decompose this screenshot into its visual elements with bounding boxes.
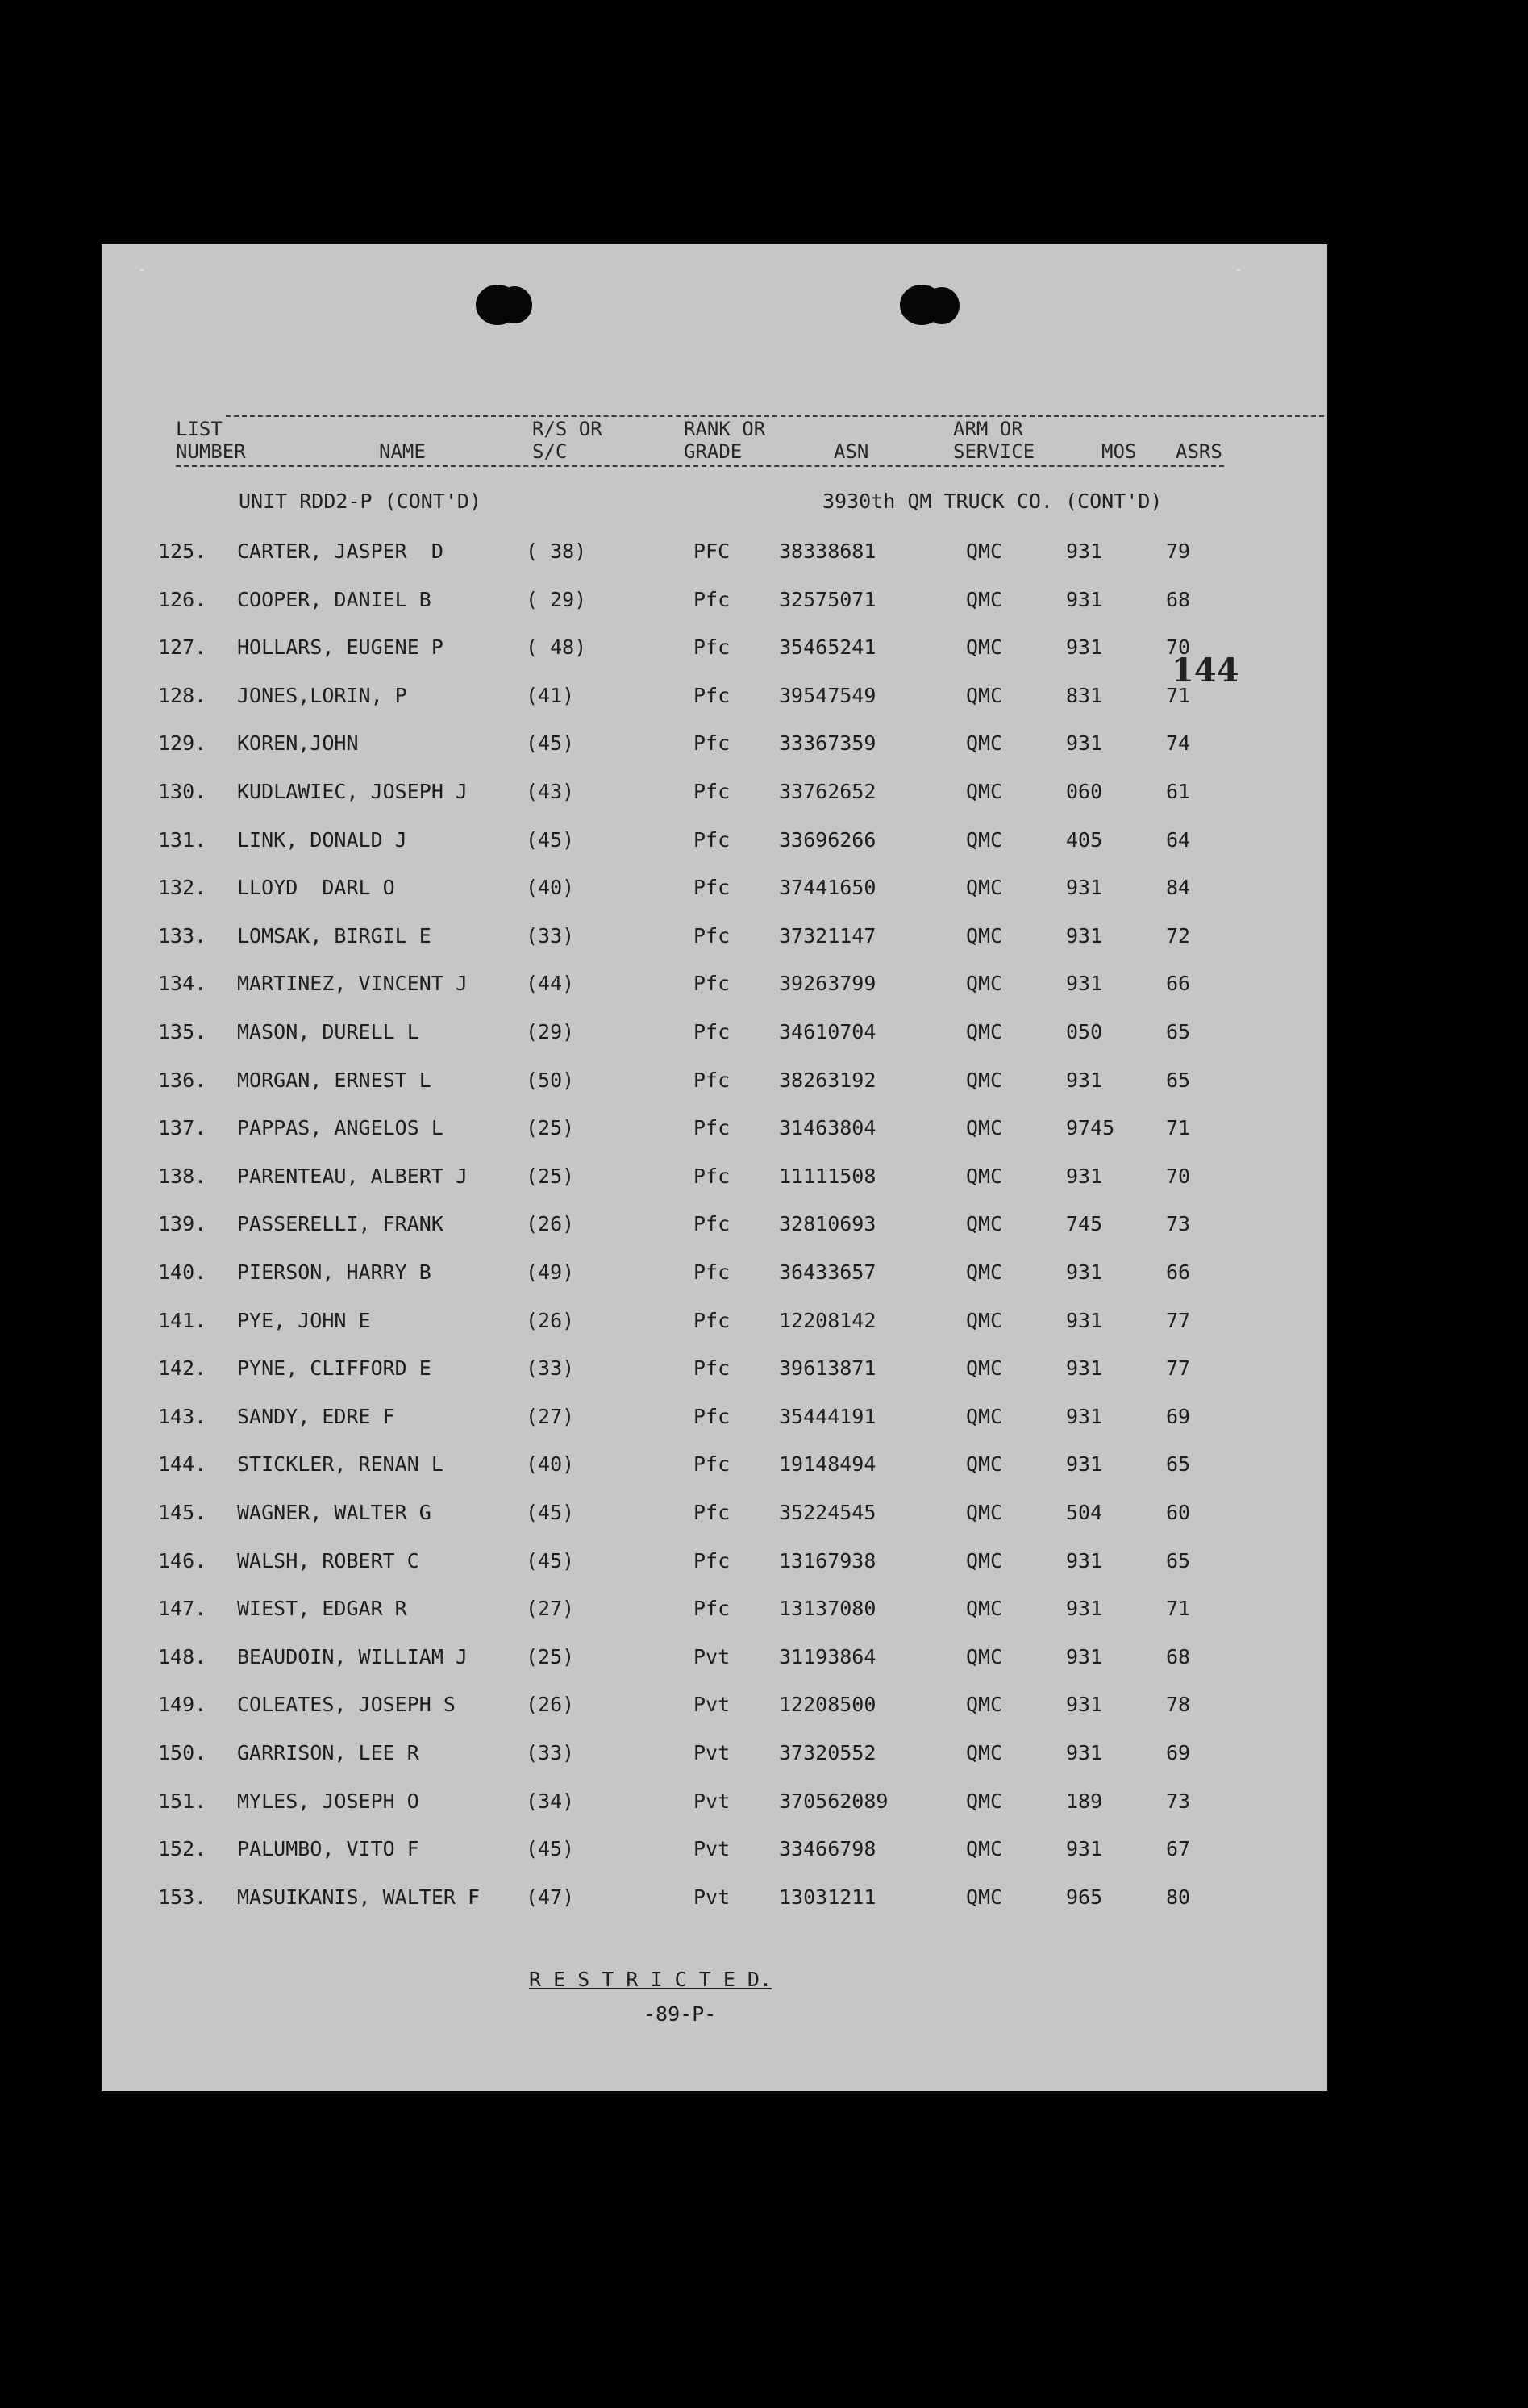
grade-value: Pfc [693,1308,731,1332]
document-page [102,244,1327,2091]
arm-service-value: QMC [966,972,1003,996]
asn-value: 38263192 [779,1068,876,1092]
asn-value: 32810693 [779,1212,876,1236]
list-number: 143. [158,1404,207,1428]
mos-value: 931 [1066,731,1103,756]
arm-service-value: QMC [966,1452,1003,1477]
age-value: (27) [526,1404,575,1428]
asn-value: 12208142 [779,1308,876,1332]
soldier-name: MASUIKANIS, WALTER F [237,1885,481,1909]
list-number: 146. [158,1548,207,1573]
list-number: 142. [158,1356,207,1381]
table-row [102,1164,1327,1197]
soldier-name: PAPPAS, ANGELOS L [237,1116,443,1140]
grade-value: Pfc [693,683,731,707]
mos-value: 931 [1066,1693,1103,1717]
page-number: -89-P- [643,2002,717,2026]
mos-value: 931 [1066,587,1103,611]
grade-value: Pfc [693,923,731,948]
asn-value: 34610704 [779,1020,876,1044]
grade-value: Pfc [693,587,731,611]
header-top-rule [226,415,1324,417]
arm-service-value: QMC [966,1693,1003,1717]
list-number: 134. [158,972,207,996]
age-value: (26) [526,1212,575,1236]
age-value: (44) [526,972,575,996]
header-asrs: ASRS [1176,440,1222,463]
arm-service-value: QMC [966,1741,1003,1764]
list-number: 125. [158,540,207,563]
asrs-value: 60 [1166,1501,1191,1524]
mos-value: 9745 [1066,1116,1115,1140]
list-number: 141. [158,1308,207,1332]
soldier-name: WAGNER, WALTER G [237,1501,431,1524]
grade-value: Pfc [693,876,731,900]
grade-value: Pvt [693,1885,731,1909]
mos-value: 931 [1066,1741,1103,1764]
asrs-value: 66 [1166,972,1191,996]
asrs-value: 65 [1166,1020,1191,1044]
table-row [102,1789,1327,1822]
table-row [102,1405,1327,1437]
soldier-name: LOMSAK, BIRGIL E [237,923,431,948]
asn-value: 13137080 [779,1597,876,1621]
table-row [102,1212,1327,1244]
arm-service-value: QMC [966,1597,1003,1621]
arm-service-value: QMC [966,1837,1003,1861]
table-row [102,635,1327,668]
age-value: (45) [526,1837,575,1861]
age-value: (47) [526,1885,575,1909]
asn-value: 37441650 [779,876,876,900]
grade-value: Pfc [693,1260,731,1284]
list-number: 153. [158,1885,207,1909]
header-asn: ASN [834,440,869,463]
soldier-name: PIERSON, HARRY B [237,1260,431,1284]
asn-value: 35465241 [779,635,876,660]
header-rank-grade: RANK OR GRADE [684,418,766,463]
asrs-value: 73 [1166,1789,1191,1813]
grade-value: Pfc [693,635,731,660]
soldier-name: PALUMBO, VITO F [237,1837,419,1861]
age-value: (40) [526,876,575,900]
age-value: (33) [526,1741,575,1764]
arm-service-value: QMC [966,1164,1003,1188]
table-row [102,1069,1327,1101]
asrs-value: 65 [1166,1548,1191,1573]
arm-service-value: QMC [966,1020,1003,1044]
asn-value: 37320552 [779,1741,876,1764]
soldier-name: MASON, DURELL L [237,1020,419,1044]
grade-value: Pvt [693,1644,731,1669]
table-row [102,780,1327,812]
age-value: (50) [526,1068,575,1092]
soldier-name: JONES,LORIN, P [237,683,407,707]
table-row [102,1260,1327,1293]
soldier-name: WALSH, ROBERT C [237,1548,419,1573]
soldier-name: LLOYD DARL O [237,876,395,900]
asrs-value: 78 [1166,1693,1191,1717]
list-number: 133. [158,923,207,948]
soldier-name: LINK, DONALD J [237,827,407,852]
asrs-value: 69 [1166,1741,1191,1764]
mos-value: 189 [1066,1789,1103,1813]
list-number: 151. [158,1789,207,1813]
age-value: (26) [526,1693,575,1717]
arm-service-value: QMC [966,1116,1003,1140]
asn-value: 31463804 [779,1116,876,1140]
grade-value: Pfc [693,1452,731,1477]
table-row [102,1741,1327,1773]
grade-value: Pfc [693,780,731,803]
unit-label: UNIT RDD2-P (CONT'D) [239,490,482,513]
paper-speck [1237,269,1240,272]
arm-service-value: QMC [966,1501,1003,1524]
grade-value: Pfc [693,1020,731,1044]
soldier-name: KOREN,JOHN [237,731,359,756]
list-number: 139. [158,1212,207,1236]
asrs-value: 66 [1166,1260,1191,1284]
arm-service-value: QMC [966,1644,1003,1669]
age-value: ( 38) [526,540,587,563]
table-row [102,588,1327,620]
mos-value: 050 [1066,1020,1103,1044]
mos-value: 831 [1066,683,1103,707]
age-value: ( 48) [526,635,587,660]
table-row [102,731,1327,764]
mos-value: 931 [1066,1260,1103,1284]
mos-value: 931 [1066,923,1103,948]
asn-value: 11111508 [779,1164,876,1188]
table-row [102,1549,1327,1581]
list-number: 135. [158,1020,207,1044]
grade-value: Pfc [693,972,731,996]
asn-value: 35224545 [779,1501,876,1524]
list-number: 137. [158,1116,207,1140]
punch-hole [924,287,960,324]
asrs-value: 68 [1166,1644,1191,1669]
mos-value: 931 [1066,1837,1103,1861]
asrs-value: 71 [1166,1597,1191,1621]
arm-service-value: QMC [966,1212,1003,1236]
grade-value: Pfc [693,1212,731,1236]
soldier-name: MORGAN, ERNEST L [237,1068,431,1092]
grade-value: Pvt [693,1741,731,1764]
grade-value: Pfc [693,1404,731,1428]
age-value: ( 29) [526,587,587,611]
list-number: 128. [158,683,207,707]
grade-value: Pfc [693,1356,731,1381]
asn-value: 12208500 [779,1693,876,1717]
age-value: (33) [526,1356,575,1381]
header-name: NAME [379,440,426,463]
grade-value: Pfc [693,1164,731,1188]
arm-service-value: QMC [966,587,1003,611]
asn-value: 39613871 [779,1356,876,1381]
soldier-name: PASSERELLI, FRANK [237,1212,443,1236]
arm-service-value: QMC [966,780,1003,803]
list-number: 152. [158,1837,207,1861]
age-value: (34) [526,1789,575,1813]
soldier-name: PARENTEAU, ALBERT J [237,1164,468,1188]
table-row [102,1452,1327,1485]
arm-service-value: QMC [966,1068,1003,1092]
soldier-name: PYNE, CLIFFORD E [237,1356,431,1381]
soldier-name: CARTER, JASPER D [237,540,443,563]
asn-value: 38338681 [779,540,876,563]
soldier-name: WIEST, EDGAR R [237,1597,407,1621]
table-row [102,1645,1327,1677]
table-row [102,972,1327,1004]
grade-value: PFC [693,540,731,563]
mos-value: 931 [1066,1356,1103,1381]
table-row [102,1837,1327,1869]
arm-service-value: QMC [966,876,1003,900]
header-arm-service: ARM OR SERVICE [953,418,1035,463]
asn-value: 37321147 [779,923,876,948]
asrs-value: 84 [1166,876,1191,900]
arm-service-value: QMC [966,1260,1003,1284]
table-row [102,684,1327,716]
mos-value: 965 [1066,1885,1103,1909]
asn-value: 370562089 [779,1789,889,1813]
asrs-value: 71 [1166,683,1191,707]
punch-hole [497,286,532,323]
mos-value: 931 [1066,1164,1103,1188]
list-number: 150. [158,1741,207,1764]
soldier-name: GARRISON, LEE R [237,1741,419,1764]
grade-value: Pfc [693,827,731,852]
asrs-value: 80 [1166,1885,1191,1909]
list-number: 127. [158,635,207,660]
age-value: (45) [526,731,575,756]
asrs-value: 67 [1166,1837,1191,1861]
table-row [102,1501,1327,1533]
asn-value: 33762652 [779,780,876,803]
list-number: 140. [158,1260,207,1284]
list-number: 148. [158,1644,207,1669]
mos-value: 931 [1066,972,1103,996]
arm-service-value: QMC [966,923,1003,948]
age-value: (45) [526,827,575,852]
mos-value: 931 [1066,1644,1103,1669]
company-label: 3930th QM TRUCK CO. (CONT'D) [822,490,1163,513]
table-row [102,1020,1327,1052]
asn-value: 39547549 [779,683,876,707]
list-number: 144. [158,1452,207,1477]
list-number: 126. [158,587,207,611]
table-row [102,1597,1327,1629]
mos-value: 931 [1066,1068,1103,1092]
asn-value: 13167938 [779,1548,876,1573]
table-row [102,1309,1327,1341]
grade-value: Pvt [693,1789,731,1813]
paper-speck [140,269,144,272]
table-row [102,876,1327,908]
grade-value: Pvt [693,1837,731,1861]
list-number: 129. [158,731,207,756]
age-value: (41) [526,683,575,707]
table-row [102,1885,1327,1918]
soldier-name: SANDY, EDRE F [237,1404,395,1428]
asn-value: 33466798 [779,1837,876,1861]
asrs-value: 70 [1166,1164,1191,1188]
list-number: 138. [158,1164,207,1188]
asrs-value: 73 [1166,1212,1191,1236]
age-value: (27) [526,1597,575,1621]
soldier-name: COLEATES, JOSEPH S [237,1693,456,1717]
header-rs-sc: R/S OR S/C [532,418,602,463]
table-row [102,828,1327,860]
arm-service-value: QMC [966,1356,1003,1381]
mos-value: 504 [1066,1501,1103,1524]
age-value: (40) [526,1452,575,1477]
arm-service-value: QMC [966,731,1003,756]
asrs-value: 68 [1166,587,1191,611]
asrs-value: 79 [1166,540,1191,563]
asrs-value: 61 [1166,780,1191,803]
age-value: (25) [526,1164,575,1188]
arm-service-value: QMC [966,1548,1003,1573]
age-value: (29) [526,1020,575,1044]
arm-service-value: QMC [966,683,1003,707]
grade-value: Pfc [693,731,731,756]
soldier-name: MARTINEZ, VINCENT J [237,972,468,996]
asn-value: 19148494 [779,1452,876,1477]
soldier-name: STICKLER, RENAN L [237,1452,443,1477]
asrs-value: 65 [1166,1068,1191,1092]
list-number: 131. [158,827,207,852]
list-number: 145. [158,1501,207,1524]
asrs-value: 74 [1166,731,1191,756]
table-row [102,540,1327,572]
list-number: 132. [158,876,207,900]
age-value: (45) [526,1501,575,1524]
soldier-name: KUDLAWIEC, JOSEPH J [237,780,468,803]
asrs-value: 77 [1166,1308,1191,1332]
list-number: 136. [158,1068,207,1092]
arm-service-value: QMC [966,1404,1003,1428]
age-value: (25) [526,1644,575,1669]
asrs-value: 71 [1166,1116,1191,1140]
asn-value: 33696266 [779,827,876,852]
mos-value: 931 [1066,1404,1103,1428]
asn-value: 32575071 [779,587,876,611]
asrs-value: 65 [1166,1452,1191,1477]
mos-value: 931 [1066,1597,1103,1621]
age-value: (25) [526,1116,575,1140]
grade-value: Pfc [693,1116,731,1140]
grade-value: Pfc [693,1501,731,1524]
mos-value: 931 [1066,1308,1103,1332]
list-number: 147. [158,1597,207,1621]
age-value: (49) [526,1260,575,1284]
mos-value: 060 [1066,780,1103,803]
header-bottom-rule [176,465,1224,467]
age-value: (33) [526,923,575,948]
soldier-name: COOPER, DANIEL B [237,587,431,611]
asn-value: 31193864 [779,1644,876,1669]
arm-service-value: QMC [966,827,1003,852]
arm-service-value: QMC [966,1789,1003,1813]
list-number: 149. [158,1693,207,1717]
soldier-name: MYLES, JOSEPH O [237,1789,419,1813]
mos-value: 931 [1066,635,1103,660]
table-row [102,1116,1327,1148]
soldier-name: HOLLARS, EUGENE P [237,635,443,660]
mos-value: 931 [1066,1452,1103,1477]
handwritten-page-number: 144 [1172,652,1239,689]
asrs-value: 69 [1166,1404,1191,1428]
soldier-name: PYE, JOHN E [237,1308,371,1332]
grade-value: Pvt [693,1693,731,1717]
grade-value: Pfc [693,1597,731,1621]
table-row [102,924,1327,956]
age-value: (43) [526,780,575,803]
age-value: (45) [526,1548,575,1573]
asn-value: 33367359 [779,731,876,756]
asn-value: 13031211 [779,1885,876,1909]
asrs-value: 77 [1166,1356,1191,1381]
mos-value: 405 [1066,827,1103,852]
list-number: 130. [158,780,207,803]
mos-value: 931 [1066,1548,1103,1573]
grade-value: Pfc [693,1548,731,1573]
arm-service-value: QMC [966,1308,1003,1332]
asrs-value: 70 [1166,635,1191,660]
header-mos: MOS [1101,440,1137,463]
header-list-number: LIST NUMBER [176,418,246,463]
asn-value: 35444191 [779,1404,876,1428]
arm-service-value: QMC [966,540,1003,563]
restricted-marking: R E S T R I C T E D. [529,1968,772,1991]
table-row [102,1356,1327,1389]
mos-value: 931 [1066,540,1103,563]
arm-service-value: QMC [966,635,1003,660]
mos-value: 931 [1066,876,1103,900]
grade-value: Pfc [693,1068,731,1092]
asrs-value: 72 [1166,923,1191,948]
soldier-name: BEAUDOIN, WILLIAM J [237,1644,468,1669]
asn-value: 36433657 [779,1260,876,1284]
arm-service-value: QMC [966,1885,1003,1909]
mos-value: 745 [1066,1212,1103,1236]
age-value: (26) [526,1308,575,1332]
asn-value: 39263799 [779,972,876,996]
asrs-value: 64 [1166,827,1191,852]
table-row [102,1693,1327,1725]
